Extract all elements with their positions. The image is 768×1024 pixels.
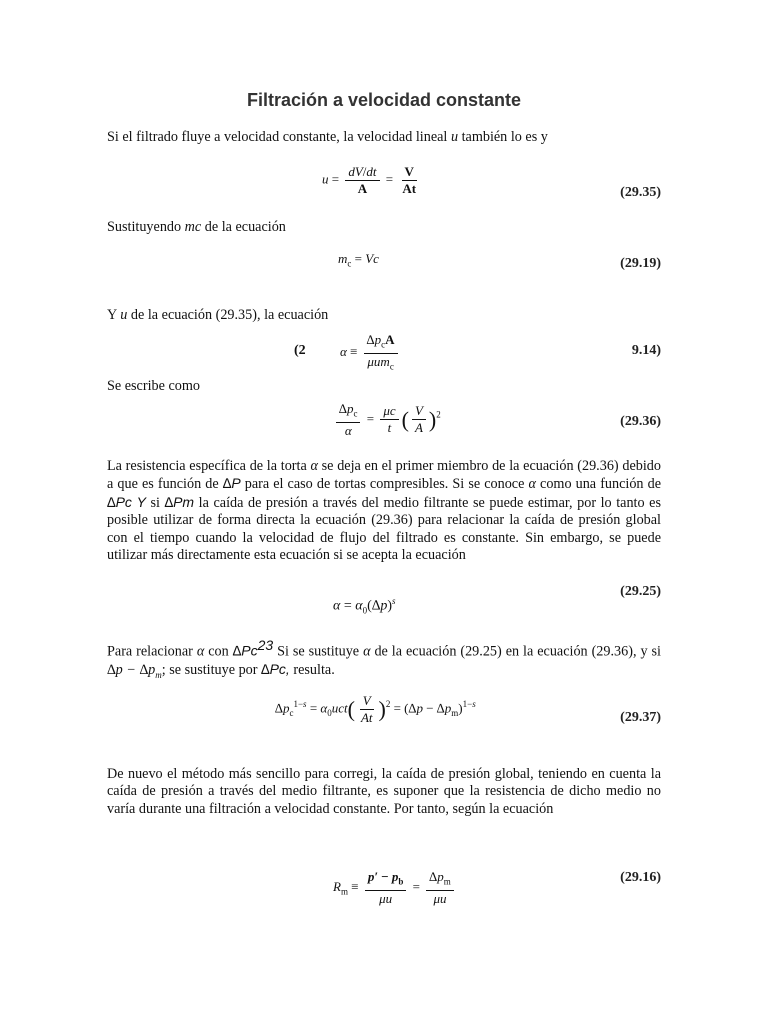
paragraph-correction-method: De nuevo el método más sencillo para corregi, la caída de presión global, teniendo en cuenta la caída de presión a través del medio filtrante, es suponer que la resistencia de dicho medio no varía durante una filtración a velocidad constante. Por tanto, según la ecuación	[107, 766, 661, 817]
footnote-ref: 23	[257, 637, 274, 653]
symbol-delta-p: ∆P	[222, 475, 241, 492]
text-span: Para relacionar	[107, 643, 197, 660]
text-span: para el caso de tortas compresibles. Si se conoce	[240, 476, 529, 493]
text-span: La resistencia específica de la torta	[107, 458, 311, 474]
equation-number-29-16: (29.16)	[620, 870, 661, 885]
symbol-delta-pc: ∆Pc Y	[107, 493, 146, 510]
page-title: Filtración a velocidad constante	[246, 90, 522, 110]
variable-u: u	[120, 307, 128, 323]
symbol-delta-pc: ∆Pc,	[261, 661, 290, 678]
equation-29-37: $\Delta p_c^{1-s} = \alpha_0uct$( $\frac{V}{At}$ )$^2 = (\Delta p - \Delta p_m)^{1-s}$	[275, 693, 476, 725]
equation-number-29-35: (29.35)	[620, 185, 661, 200]
text-span: Si el filtrado fluye a velocidad constante, la velocidad lineal	[107, 129, 451, 145]
text-span: ; se sustituye por	[161, 662, 262, 679]
text-span: también lo es y	[458, 129, 548, 145]
paragraph-u-from-equation	[107, 307, 661, 324]
equation-number-9-14: 9.14)	[631, 343, 661, 358]
symbol-delta-pc: ∆Pc	[232, 642, 258, 659]
equation-number-29-25: (29.25)	[620, 584, 661, 599]
symbol-alpha: α	[363, 643, 371, 660]
variable-mc: mc	[184, 219, 202, 235]
text-span: con	[204, 643, 233, 660]
text-span: de la ecuación (29.35), la ecuación	[127, 307, 329, 323]
symbol-delta-pm: ∆Pm	[164, 493, 195, 510]
variable-u: u	[450, 129, 459, 145]
symbol-alpha: α	[310, 458, 318, 474]
equation-29-35: u = $\frac{dV/dt}{A}$ = $\frac{V}{At}$	[322, 164, 417, 196]
text-span: Y	[107, 307, 121, 323]
text-span: de la ecuación (29.25) en la ecuación (29.36), y si	[370, 643, 661, 660]
text-span: como una función de	[535, 476, 662, 493]
equation-29-16: $R_m$ ≡ $\frac{p' - p_b}{\mu u}$ = $\frac{\Delta p_m}{\mu u}$	[333, 870, 457, 906]
symbol-alpha: α	[528, 476, 536, 493]
symbol-alpha: α	[196, 643, 205, 660]
paragraph-velocity-intro	[107, 129, 661, 146]
equation-number-29-19: (29.19)	[620, 256, 661, 271]
subscript: m	[155, 669, 162, 680]
equation-29-19: $m_c = Vc$	[338, 251, 379, 269]
equation-9-14: α ≡ $\frac{\Delta p_cA}{\mu um_c}$	[340, 333, 401, 373]
text-span: la caída de presión a través del medio filtrante se puede estimar, por lo tanto es posible utilizar de forma directa la ecuación (29.36) para relacionar la caída de presión global con el tiempo cuando la velocidad de flujo del filtrado es constante. Sin embargo, se puede utilizar más directamente esta ecuación si se acepta la ecuación	[107, 494, 661, 564]
text-span: Sustituyendo	[107, 219, 185, 235]
paragraph-relate-alpha	[107, 637, 661, 684]
text-span: se deja en el primer miembro de la ecuación (29.36) debido a que es función de	[107, 458, 661, 493]
equation-29-36: $\frac{\Delta p_c}{\alpha}$ = $\frac{\mu c}{t}$ ( $\frac{V}{A}$ )$^2$	[333, 402, 441, 438]
text-span: si	[145, 494, 165, 511]
paragraph-specific-resistance	[107, 458, 661, 564]
equation-number-29-36: (29.36)	[620, 414, 661, 429]
text-span: resulta.	[289, 662, 335, 679]
equation-9-14-prefix: (2	[294, 343, 306, 358]
equation-29-25: $\alpha = \alpha_0(\Delta p)^s$	[333, 596, 396, 616]
text-span: Si se sustituye	[273, 643, 364, 660]
paragraph-written-as: Se escribe como	[107, 378, 200, 394]
expression-delta-p-minus-pm: ∆p − ∆p	[107, 662, 156, 679]
paragraph-substituting-mc	[107, 219, 661, 236]
text-span: de la ecuación	[201, 219, 286, 235]
equation-number-29-37: (29.37)	[620, 710, 661, 725]
